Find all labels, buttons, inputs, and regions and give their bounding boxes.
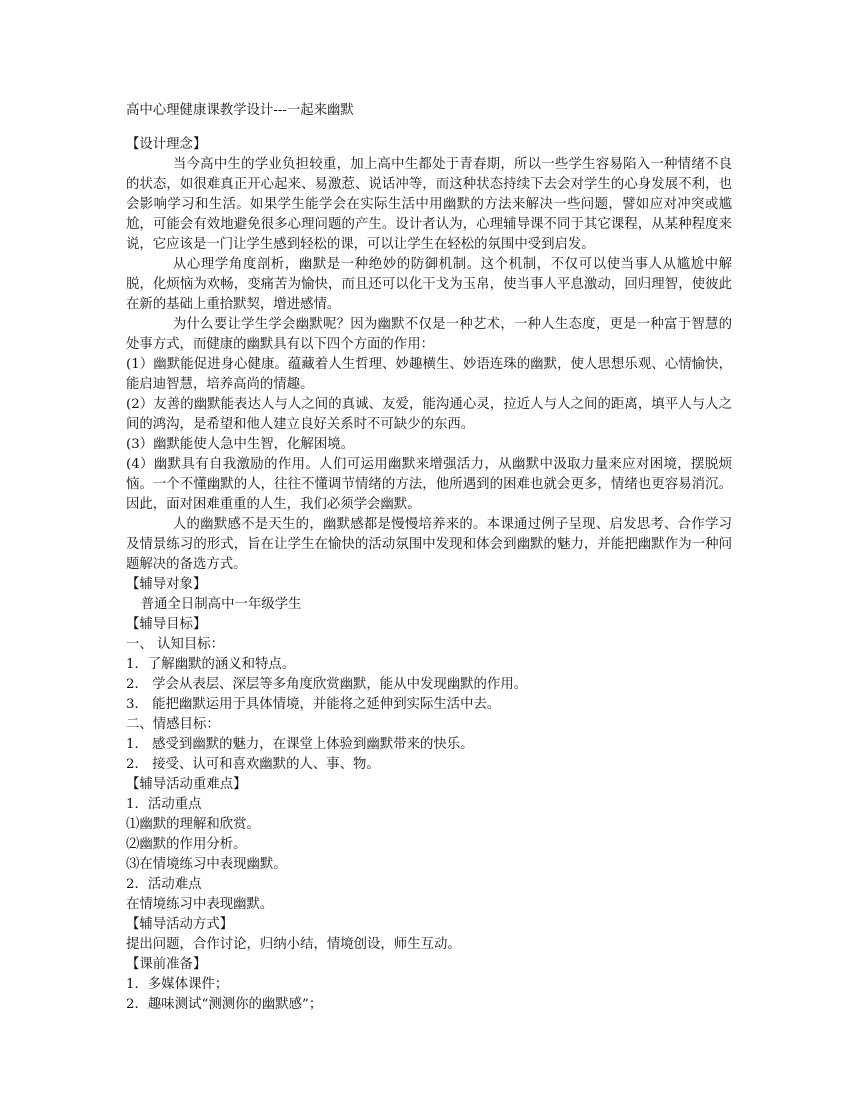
focus-item: ⑴幽默的理解和欣赏。 bbox=[126, 817, 260, 832]
effect-item: (4）幽默具有自我激励的作用。人们可运用幽默来增强活力，从幽默中汲取力量来应对困境，摆脱烦恼。一个不懂幽默的人，往往不懂调节情绪的方法，他所遇到的困难也就会更多，情绪也更容易消沉。因此，面对困难重重的人生，我们必须学会幽默。 bbox=[126, 457, 732, 512]
section-heading-preparation: 【课前准备】 bbox=[126, 957, 207, 972]
cognitive-goal-item: 3． 能把幽默运用于具体情境，并能将之延伸到实际生活中去。 bbox=[126, 697, 501, 712]
focus-item: ⑶在情境练习中表现幽默。 bbox=[126, 857, 287, 872]
section-heading-key-points: 【辅导活动重难点】 bbox=[126, 777, 247, 792]
cognitive-goal-item: 1．了解幽默的涵义和特点。 bbox=[126, 657, 296, 672]
emotional-goal-item: 2． 接受、认可和喜欢幽默的人、事、物。 bbox=[126, 757, 380, 772]
preparation-item: 1．多媒体课件； bbox=[126, 977, 229, 992]
effect-item: (2）友善的幽默能表达人与人之间的真诚、友爱，能沟通心灵，拉近人与人之间的距离，填平人与人之间的鸿沟，是希望和他人建立良好关系时不可缺少的东西。 bbox=[126, 397, 732, 432]
document-title: 高中心理健康课教学设计---一起来幽默 bbox=[126, 103, 354, 118]
difficulty-heading: 2．活动难点 bbox=[126, 877, 202, 892]
target-text: 普通全日制高中一年级学生 bbox=[140, 597, 302, 612]
difficulty-text: 在情境练习中表现幽默。 bbox=[126, 897, 274, 912]
cognitive-goals-heading: 一、 认知目标： bbox=[126, 637, 224, 652]
section-heading-design: 【设计理念】 bbox=[126, 137, 207, 152]
emotional-goal-item: 1． 感受到幽默的魅力，在课堂上体验到幽默带来的快乐。 bbox=[126, 737, 474, 752]
section-heading-methods: 【辅导活动方式】 bbox=[126, 917, 234, 932]
effect-item: (1）幽默能促进身心健康。蕴藏着人生哲理、妙趣横生、妙语连珠的幽默，使人思想乐观、心情愉快，能启迪智慧，培养高尚的情趣。 bbox=[126, 357, 732, 392]
section-heading-target: 【辅导对象】 bbox=[126, 577, 207, 592]
section-heading-goals: 【辅导目标】 bbox=[126, 617, 207, 632]
focus-item: ⑵幽默的作用分析。 bbox=[126, 837, 247, 852]
effect-item: (3）幽默能使人急中生智，化解困境。 bbox=[126, 437, 354, 452]
design-paragraph: 从心理学角度剖析，幽默是一种绝妙的防御机制。这个机制，不仅可以使当事人从尴尬中解脱，化烦恼为欢畅，变痛苦为愉快，而且还可以化干戈为玉帛，使当事人平息激动，回归理智，使彼此在新的基础上重拾默契，增进感情。 bbox=[126, 257, 732, 312]
focus-heading: 1．活动重点 bbox=[126, 797, 202, 812]
methods-text: 提出问题，合作讨论，归纳小结，情境创设，师生互动。 bbox=[126, 937, 461, 952]
preparation-item: 2．趣味测试“测测你的幽默感”； bbox=[126, 997, 323, 1012]
design-closing: 人的幽默感不是天生的，幽默感都是慢慢培养来的。本课通过例子呈现、启发思考、合作学习及情景练习的形式，旨在让学生在愉快的活动氛围中发现和体会到幽默的魅力，并能把幽默作为一种问题解决的备选方式。 bbox=[126, 517, 732, 572]
cognitive-goal-item: 2． 学会从表层、深层等多角度欣赏幽默，能从中发现幽默的作用。 bbox=[126, 677, 528, 692]
design-paragraph: 当今高中生的学业负担较重，加上高中生都处于青春期，所以一些学生容易陷入一种情绪不良的状态，如很难真正开心起来、易激惹、说话冲等，而这种状态持续下去会对学生的心身发展不利，也会影响学习和生活。如果学生能学会在实际生活中用幽默的方法来解决一些问题，譬如应对冲突或尴尬，可能会有效地避免很多心理问题的产生。设计者认为，心理辅导课不同于其它课程，从某种程度来说，它应该是一门让学生感到轻松的课，可以让学生在轻松的氛围中受到启发。 bbox=[126, 157, 732, 252]
document-body bbox=[126, 101, 732, 1015]
emotional-goals-heading: 二、情感目标： bbox=[126, 717, 220, 732]
design-paragraph: 为什么要让学生学会幽默呢？因为幽默不仅是一种艺术，一种人生态度，更是一种富于智慧的处事方式，而健康的幽默具有以下四个方面的作用： bbox=[126, 317, 732, 352]
